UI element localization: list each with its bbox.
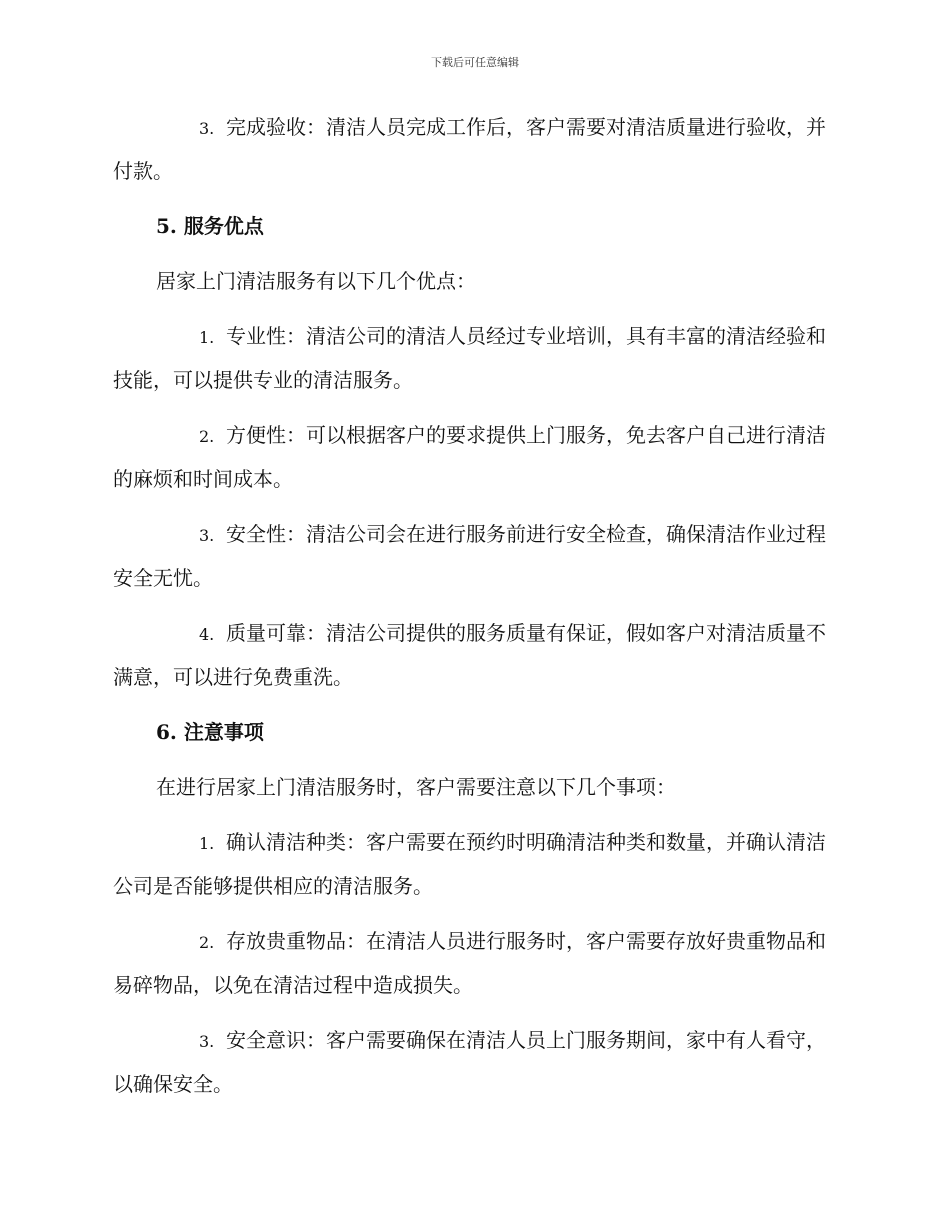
list-number: 2. — [199, 427, 215, 446]
list-text: 存放贵重物品：在清洁人员进行服务时，客户需要存放好贵重物品和易碎物品，以免在清洁过程中造成损失。 — [113, 929, 826, 997]
list-text: 质量可靠：清洁公司提供的服务质量有保证，假如客户对清洁质量不满意，可以进行免费重洗。 — [113, 621, 826, 689]
paragraph: 居家上门清洁服务有以下几个优点： — [156, 269, 476, 293]
list-item — [113, 414, 835, 500]
list-text: 安全性：清洁公司会在进行服务前进行安全检查，确保清洁作业过程安全无忧。 — [113, 522, 826, 590]
list-text: 确认清洁种类：客户需要在预约时明确清洁种类和数量，并确认清洁公司是否能够提供相应的清洁服务。 — [113, 830, 826, 898]
list-text: 完成验收：清洁人员完成工作后，客户需要对清洁质量进行验收，并付款。 — [113, 115, 826, 183]
list-item — [113, 821, 835, 907]
list-item — [113, 315, 835, 401]
list-number: 2. — [199, 933, 215, 952]
list-number: 4. — [199, 625, 215, 644]
list-text: 方便性：可以根据客户的要求提供上门服务，免去客户自己进行清洁的麻烦和时间成本。 — [113, 423, 826, 491]
page-header: 下载后可任意编辑 — [431, 56, 519, 69]
list-text: 专业性：清洁公司的清洁人员经过专业培训，具有丰富的清洁经验和技能，可以提供专业的清洁服务。 — [113, 324, 826, 392]
list-number: 3. — [199, 1032, 215, 1051]
section-heading: 5. 服务优点 — [156, 214, 264, 238]
list-item — [113, 920, 835, 1006]
list-text: 安全意识：客户需要确保在清洁人员上门服务期间，家中有人看守，以确保安全。 — [113, 1028, 826, 1096]
list-item — [113, 1019, 835, 1105]
list-item — [113, 612, 835, 698]
list-number: 1. — [199, 328, 215, 347]
section-heading: 6. 注意事项 — [156, 720, 264, 744]
list-number: 1. — [199, 834, 215, 853]
list-number: 3. — [199, 119, 215, 138]
document-body — [113, 106, 835, 1105]
paragraph: 在进行居家上门清洁服务时，客户需要注意以下几个事项： — [156, 775, 676, 799]
list-item — [113, 513, 835, 599]
list-number: 3. — [199, 526, 215, 545]
list-item — [113, 106, 835, 192]
